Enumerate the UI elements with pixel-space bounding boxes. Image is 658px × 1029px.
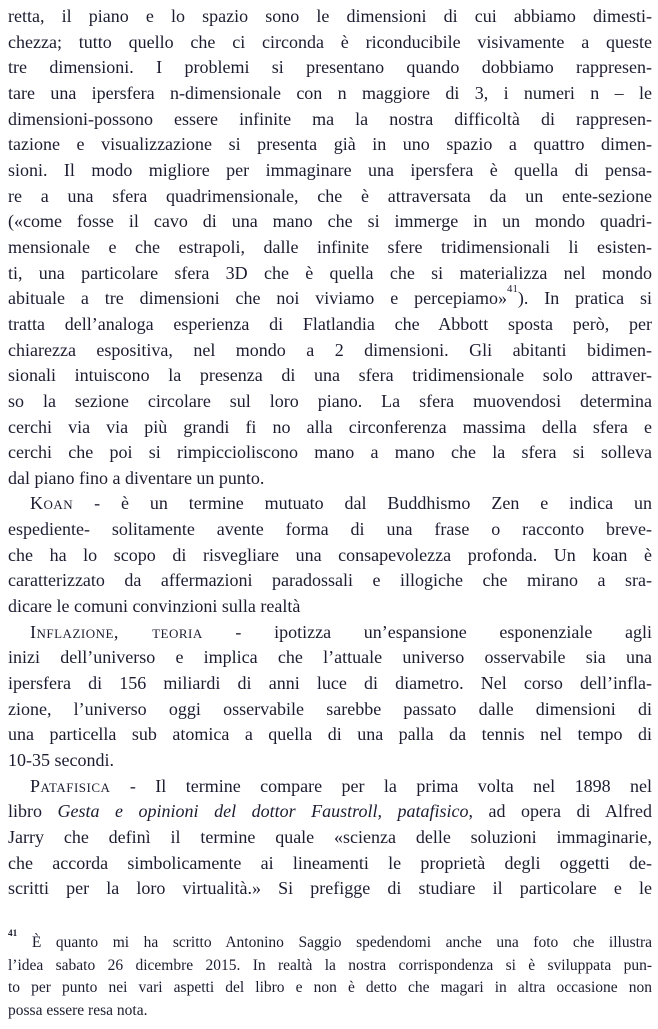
text-segment: caratterizzato da affermazioni paradossali e illogiche che mirano a sra- <box>8 570 652 591</box>
text-line <box>8 825 652 851</box>
text-segment: so la sezione circolare sul loro piano. La sfera muovendosi determina <box>8 390 652 411</box>
paragraph <box>8 774 652 902</box>
text-segment: possa essere resa nota. <box>8 1001 148 1019</box>
text-line <box>8 697 652 723</box>
text-line <box>8 261 652 287</box>
footnote-ref: 41 <box>8 929 18 940</box>
text-segment: - Il termine compare per la prima volta nel 1898 nel <box>110 775 652 796</box>
text-line <box>8 543 652 569</box>
text-line <box>8 748 652 774</box>
text-segment: to per punto nei vari aspetti del libro e non è detto che magari in altra occasione non <box>8 979 652 997</box>
paragraph <box>8 4 652 491</box>
text-segment: - è un termine mutuato dal Buddhismo Zen e indica un <box>73 493 652 514</box>
text-segment: cerchi via via più grandi fi no alla circonferenza massima della sfera e <box>8 416 652 437</box>
text-segment: tazione e visualizzazione si presenta già in uno spazio a quattro dimen- <box>8 134 652 155</box>
text-line <box>8 517 652 543</box>
page-body <box>8 4 652 902</box>
text-line <box>8 491 652 517</box>
text-line <box>8 312 652 338</box>
text-segment: libro <box>8 801 58 822</box>
text-line <box>8 774 652 800</box>
text-line <box>8 1000 652 1023</box>
text-segment: , ad opera di Alfred <box>468 801 653 822</box>
text-line <box>8 235 652 261</box>
text-segment: scritti per la loro virtualità.» Si prefigge di studiare il particolare e le <box>8 878 652 899</box>
text-line <box>8 568 652 594</box>
text-segment: Jarry che definì il termine quale «scienza delle soluzioni immaginarie, <box>8 827 652 847</box>
text-line <box>8 876 652 902</box>
text-segment: chezza; tutto quello che ci circonda è riconducibile visivamente a queste <box>8 31 652 52</box>
text-segment: cerchi che poi si rimpiccioliscono mano a mano che la sfera si solleva <box>8 442 652 463</box>
text-line <box>8 209 652 235</box>
text-segment: È quanto mi ha scritto Antonino Saggio spedendomi anche una foto che illustra <box>17 933 652 951</box>
text-segment: chiarezza espositiva, nel mondo a 2 dimensioni. Gli abitanti bidimen- <box>8 339 652 360</box>
text-line <box>8 415 652 441</box>
text-segment: dal piano fino a diventare un punto. <box>8 467 265 488</box>
text-line <box>8 30 652 56</box>
text-line <box>8 955 652 978</box>
text-line <box>8 977 652 1000</box>
text-segment: («come fosse il cavo di una mano che si immerge in un mondo quadri- <box>8 211 652 232</box>
text-line <box>8 645 652 671</box>
footnote-section <box>8 929 652 1022</box>
text-segment: sionali intuiscono la presenza di una sfera tridimensionale solo attraver- <box>8 365 652 386</box>
text-segment: tre dimensioni. I problemi si presentano quando dobbiamo rappresen- <box>8 57 652 78</box>
text-segment: ). In pratica si <box>517 288 652 309</box>
text-line <box>8 620 652 646</box>
text-segment: mensionale e che estrapoli, dalle infinite sfere tridimensionali li esisten- <box>8 236 652 257</box>
text-segment: inizi dell’universo e implica che l’attuale universo osservabile sia una <box>8 647 652 668</box>
text-line <box>8 594 652 620</box>
text-segment: 10-35 secondi. <box>8 750 114 771</box>
text-segment: una particella sub atomica a quella di una palla da tennis nel tempo di <box>8 724 652 745</box>
text-line <box>8 4 652 30</box>
text-line <box>8 929 652 955</box>
term-heading: Patafisica <box>30 775 111 796</box>
text-segment: ti, una particolare sfera 3D che è quella che si materializza nel mondo <box>8 262 652 283</box>
text-segment: tare una ipersfera n-dimensionale con n maggiore di 3, i numeri n – le <box>8 82 652 103</box>
text-segment: sioni. Il modo migliore per immaginare una ipersfera è quella di pensa- <box>8 159 652 180</box>
text-segment: tratta dell’analoga esperienza di Flatlandia che Abbott sposta però, per <box>8 313 652 334</box>
text-segment: l’idea sabato 26 dicembre 2015. In realtà la nostra corrispondenza si è sviluppata pun- <box>8 956 652 974</box>
term-heading: Inflazione, teoria <box>30 621 203 642</box>
footnote-ref: 41 <box>507 282 518 295</box>
text-line <box>8 722 652 748</box>
text-segment: espediente- solitamente avente forma di una frase o racconto breve- <box>8 519 652 540</box>
text-segment: dimensioni-possono essere infinite ma la nostra difficoltà di rappresen- <box>8 108 652 129</box>
paragraph <box>8 620 652 774</box>
text-line <box>8 158 652 184</box>
text-line <box>8 81 652 107</box>
text-line <box>8 671 652 697</box>
text-line <box>8 282 652 312</box>
term-heading: Koan <box>30 493 74 514</box>
text-segment: che ha lo scopo di risvegliare una consapevolezza profonda. Un koan è <box>8 544 652 565</box>
text-segment: che accorda simbolicamente ai lineamenti le proprietà degli oggetti de- <box>8 852 652 873</box>
text-segment: dicare le comuni convinzioni sulla realtà <box>8 596 301 617</box>
text-line <box>8 338 652 364</box>
paragraph <box>8 491 652 619</box>
text-line <box>8 466 652 492</box>
book-title: Gesta e opinioni del dottor Faustroll, patafisico <box>57 801 469 822</box>
text-segment: re a una sfera quadrimensionale, che è attraversata da un ente-sezione <box>8 185 652 206</box>
text-line <box>8 389 652 415</box>
text-segment: ipersfera di 156 miliardi di anni luce di diametro. Nel corso dell’infla- <box>8 673 652 694</box>
text-line <box>8 132 652 158</box>
text-line <box>8 184 652 210</box>
text-line <box>8 851 652 877</box>
text-line <box>8 107 652 133</box>
text-line <box>8 440 652 466</box>
text-segment: retta, il piano e lo spazio sono le dimensioni di cui abbiamo dimesti- <box>8 6 652 26</box>
text-segment: zione, l’universo oggi osservabile sarebbe passato dalle dimensioni di <box>8 698 652 719</box>
text-line <box>8 799 652 825</box>
text-line <box>8 363 652 389</box>
text-segment: - ipotizza un’espansione esponenziale agli <box>202 621 652 642</box>
text-line <box>8 55 652 81</box>
text-segment: abituale a tre dimensioni che noi viviamo e percepiamo» <box>8 288 508 309</box>
